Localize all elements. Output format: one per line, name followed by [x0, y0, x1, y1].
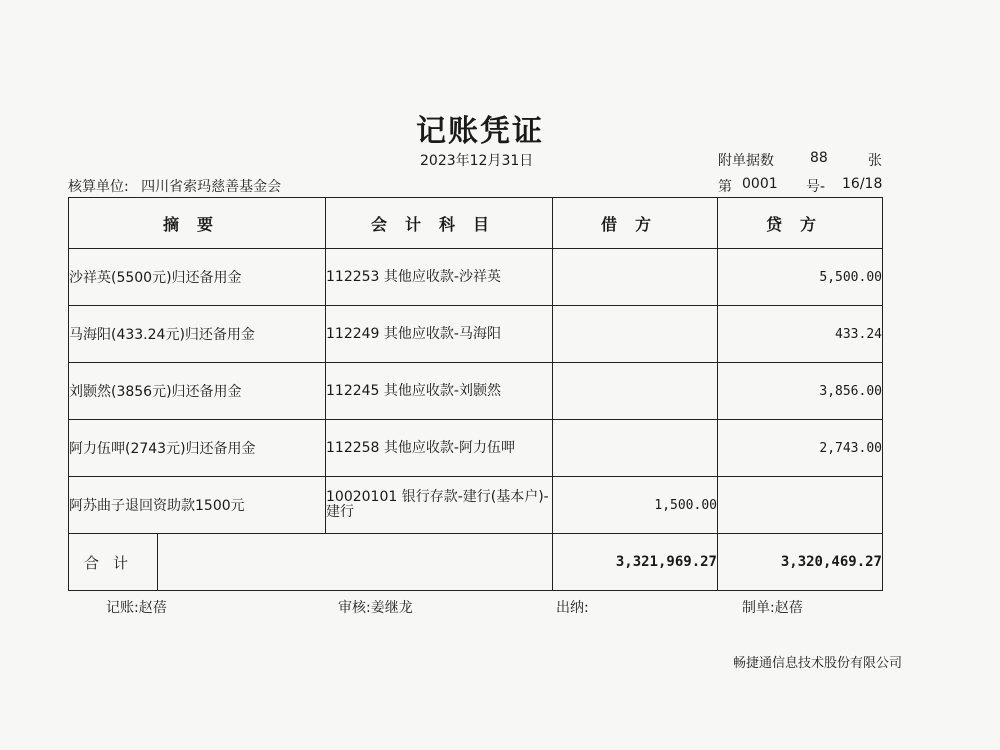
voucher-no-value: 0001 [742, 176, 778, 192]
row-debit: 1,500.00 [553, 477, 718, 534]
header-credit: 贷方 [718, 198, 883, 249]
row-debit [553, 249, 718, 306]
attachment-number: 88 [810, 150, 828, 166]
header-summary: 摘要 [69, 198, 326, 249]
row-credit: 5,500.00 [718, 249, 883, 306]
unit-value: 四川省索玛慈善基金会 [141, 179, 282, 195]
reviewer: 审核:姜继龙 [338, 600, 413, 616]
table-row [69, 306, 883, 363]
cashier: 出纳: [556, 600, 589, 616]
row-summary: 沙祥英(5500元)归还备用金 [69, 249, 326, 306]
total-credit: 3,320,469.27 [718, 534, 883, 591]
row-credit: 3,856.00 [718, 363, 883, 420]
table-row [69, 477, 883, 534]
attachment-label: 附单据数 [718, 153, 774, 169]
total-label: 合计 [69, 534, 158, 590]
total-debit: 3,321,969.27 [553, 534, 718, 591]
voucher-no-prefix: 第 [718, 179, 732, 195]
voucher-date: 2023年12月31日 [420, 153, 534, 169]
table-header [69, 198, 883, 249]
row-summary: 马海阳(433.24元)归还备用金 [69, 306, 326, 363]
voucher-page: 16/18 [842, 176, 883, 192]
header-debit: 借方 [553, 198, 718, 249]
table-row [69, 420, 883, 477]
row-credit: 2,743.00 [718, 420, 883, 477]
row-credit [718, 477, 883, 534]
preparer: 制单:赵蓓 [742, 600, 803, 616]
row-summary: 刘颢然(3856元)归还备用金 [69, 363, 326, 420]
voucher-no-mid: 号- [806, 179, 826, 195]
row-summary: 阿苏曲子退回资助款1500元 [69, 477, 326, 534]
accounting-unit [68, 176, 281, 196]
row-summary: 阿力伍呷(2743元)归还备用金 [69, 420, 326, 477]
row-account: 112258 其他应收款-阿力伍呷 [326, 420, 553, 477]
voucher-title: 记账凭证 [416, 114, 544, 149]
voucher-table [68, 197, 883, 591]
row-debit [553, 363, 718, 420]
unit-label: 核算单位: [68, 179, 129, 195]
software-company: 畅捷通信息技术股份有限公司 [733, 656, 903, 671]
table-row [69, 249, 883, 306]
row-account: 10020101 银行存款-建行(基本户)-建行 [326, 477, 553, 534]
row-debit [553, 306, 718, 363]
attachment-unit: 张 [868, 153, 882, 169]
row-account: 112249 其他应收款-马海阳 [326, 306, 553, 363]
table-row [69, 363, 883, 420]
row-credit: 433.24 [718, 306, 883, 363]
bookkeeper: 记账:赵蓓 [106, 600, 167, 616]
header-account: 会计科目 [326, 198, 553, 249]
row-account: 112253 其他应收款-沙祥英 [326, 249, 553, 306]
row-debit [553, 420, 718, 477]
total-row [69, 534, 883, 591]
row-account: 112245 其他应收款-刘颢然 [326, 363, 553, 420]
